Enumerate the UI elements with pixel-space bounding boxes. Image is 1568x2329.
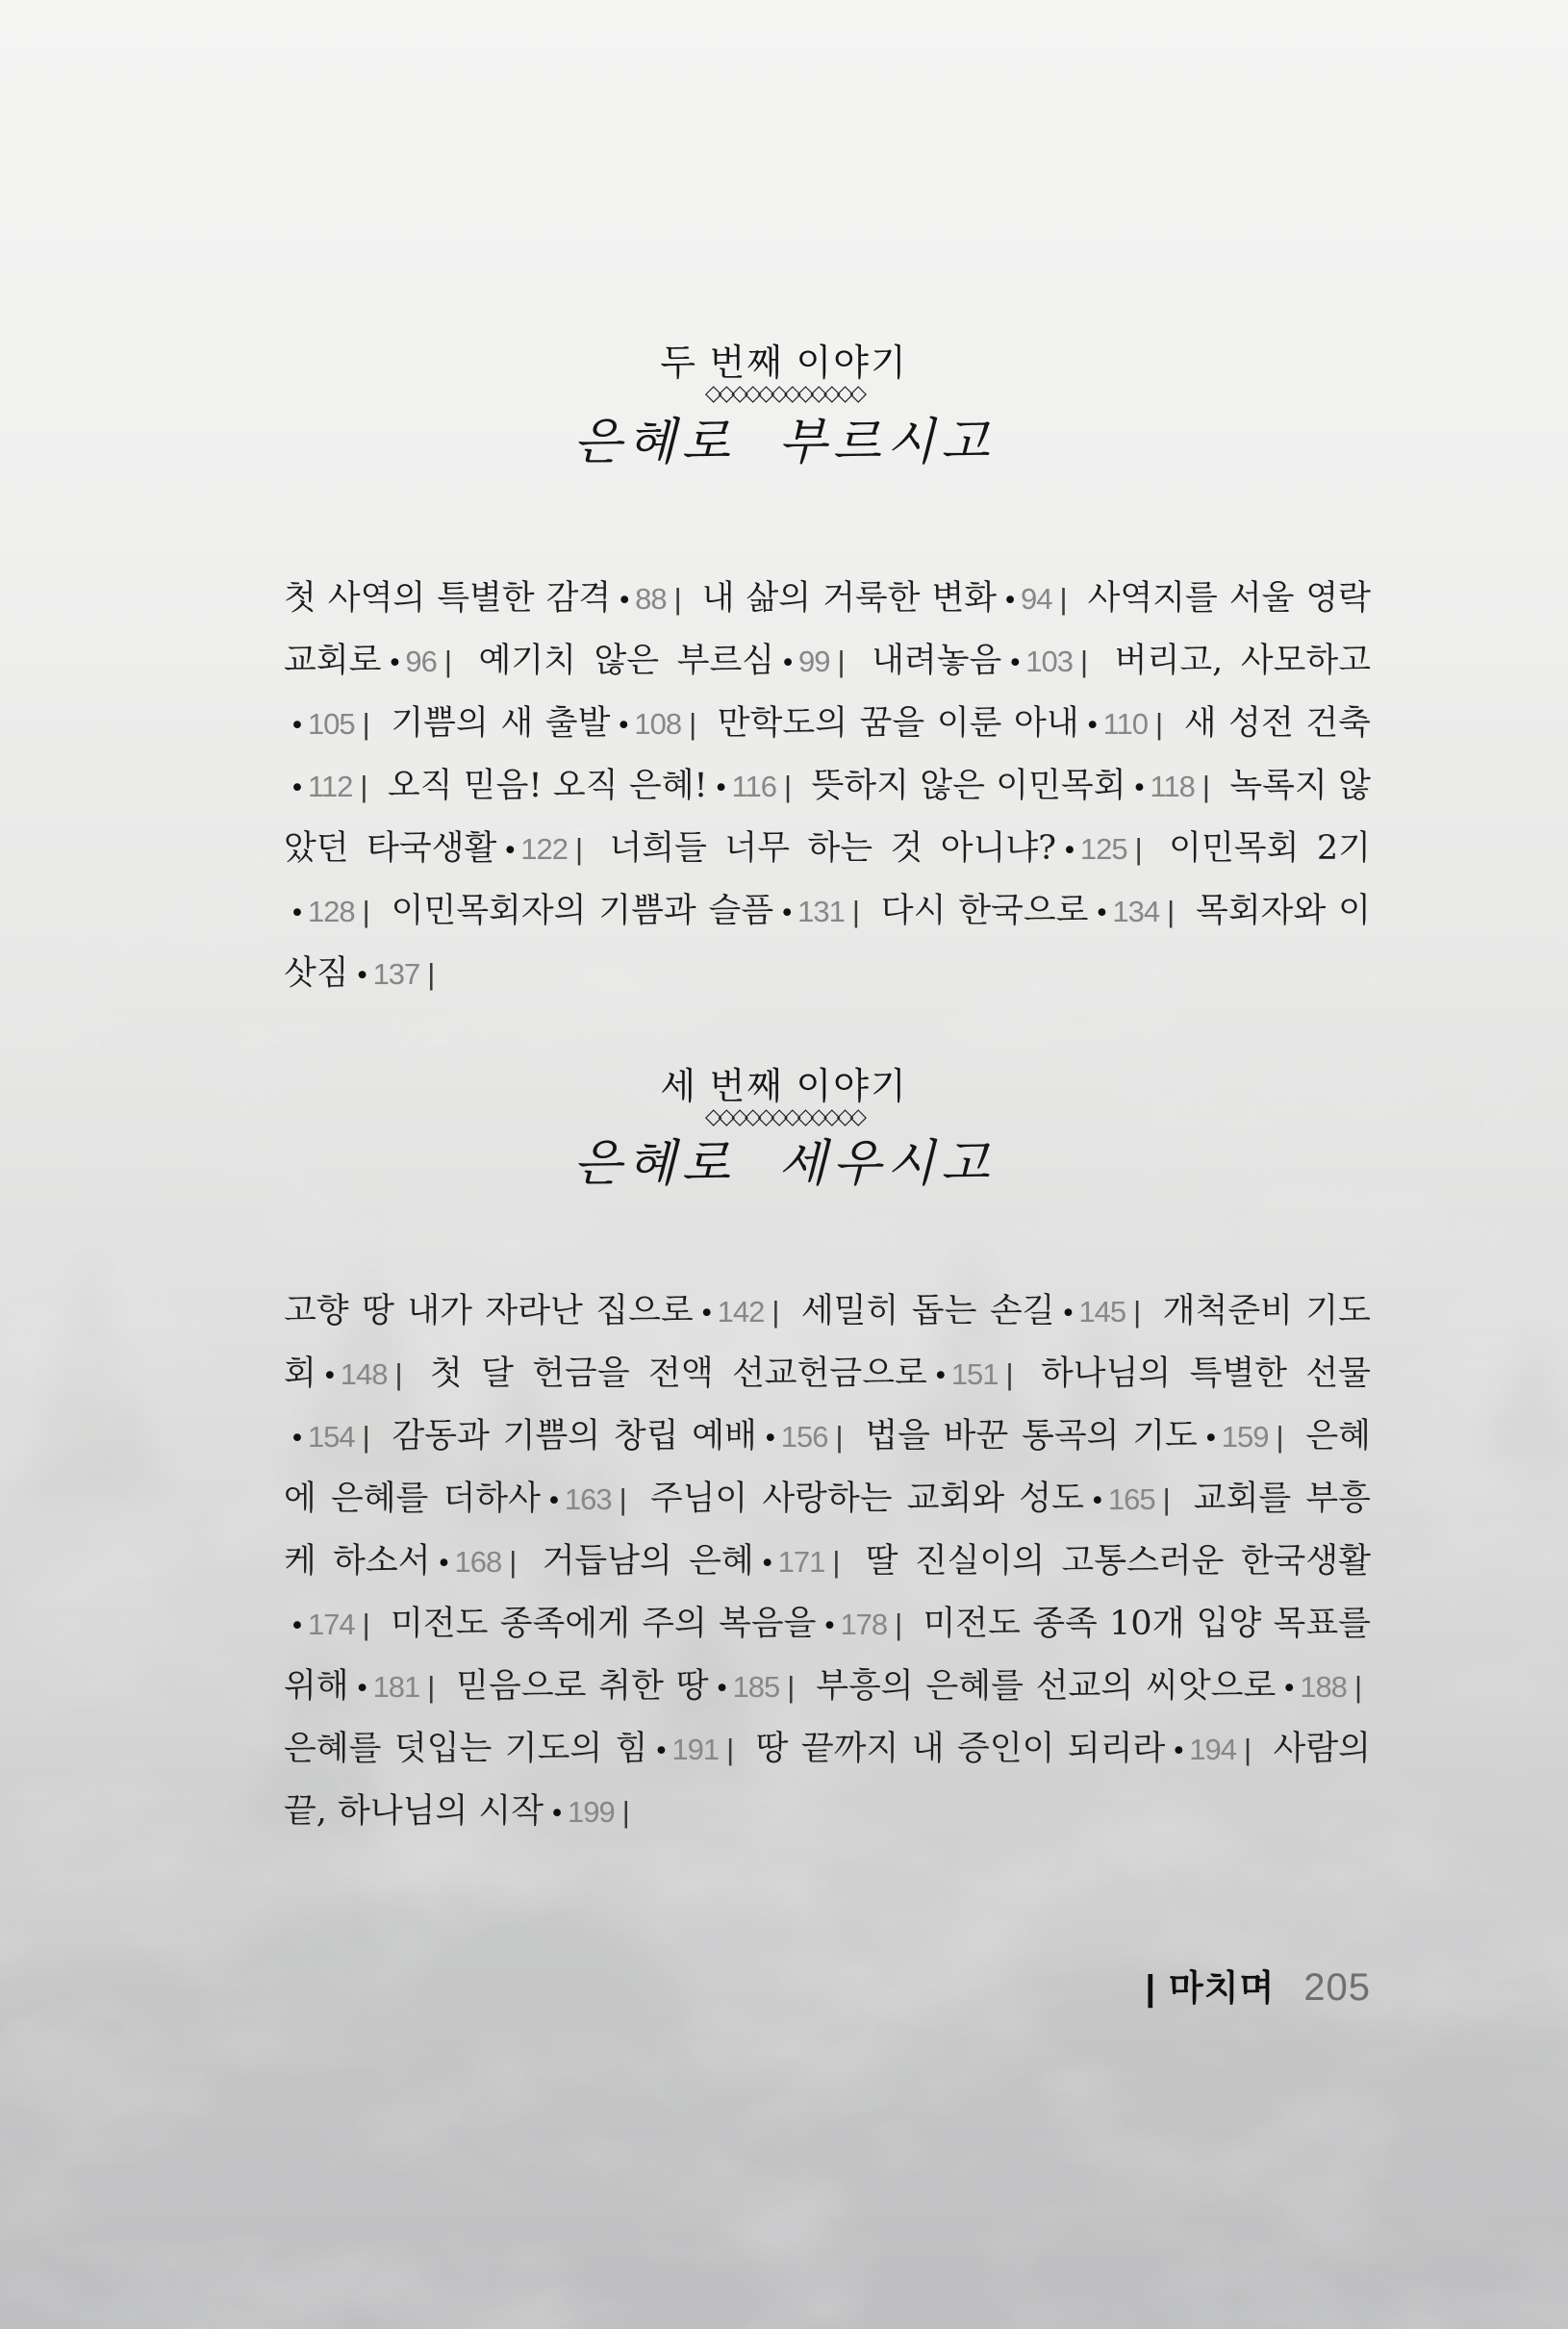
toc-entry-page-group <box>1088 892 1183 930</box>
entry-bullet: • <box>713 773 729 803</box>
page-footer <box>1146 1959 1371 2011</box>
toc-entry-title: 너희들 너무 하는 것 아니냐? <box>609 829 1056 868</box>
toc-entry-title: 버리고, 사모하고 <box>1114 642 1371 680</box>
story-kicker: 세 번째 이야기 <box>660 1067 908 1107</box>
toc-entry-title: 예기치 않은 부르심 <box>478 642 775 680</box>
toc-entry-title: 주님이 사랑하는 교회와 성도 <box>649 1480 1084 1518</box>
entry-divider: | <box>851 895 860 928</box>
toc-entry-title: 부흥의 은혜를 선교의 씨앗으로 <box>816 1667 1277 1706</box>
entry-divider: | <box>895 1608 903 1641</box>
toc-entry-page-group <box>817 1605 912 1643</box>
entry-bullet: • <box>354 1674 370 1704</box>
entry-page-number: 118 <box>1150 770 1195 803</box>
toc-entry-page-group <box>1079 704 1172 743</box>
toc-entry-page-group <box>997 579 1075 618</box>
story-title: 은혜로 부르시고 <box>572 414 996 471</box>
toc-entry-page-group <box>1054 1292 1150 1330</box>
story-kicker: 두 번째 이야기 <box>660 343 908 384</box>
entry-divider: | <box>726 1733 735 1766</box>
entry-bullet: • <box>290 773 305 803</box>
entry-page-number: 168 <box>454 1545 502 1579</box>
toc-entry-title: 거듭남의 은혜 <box>542 1542 754 1581</box>
entry-divider: | <box>1162 1482 1171 1516</box>
toc-entry-page-group <box>773 892 869 930</box>
toc-entry-page-group <box>708 767 800 805</box>
entry-divider: | <box>1059 582 1068 616</box>
toc-entry-title: 미전도 종족 10개 입양 목표를 위해 <box>284 1605 1371 1706</box>
toc-entry-title: 사역지를 서울 영락교회로 <box>284 579 1371 680</box>
entry-page-number: 125 <box>1079 832 1127 866</box>
entry-bullet: • <box>762 1424 778 1454</box>
entry-divider: | <box>1201 770 1210 803</box>
entry-bullet: • <box>290 1424 305 1454</box>
toc-entry-page-group <box>431 1542 526 1581</box>
entry-page-number: 94 <box>1021 582 1052 616</box>
toc-paragraph <box>284 569 1371 1006</box>
toc-entry-page-group <box>1126 767 1219 805</box>
toc-entry-page-group <box>541 1480 636 1518</box>
toc-entry-page-group <box>284 1605 379 1643</box>
toc-entry-title: 이민목회 2기 <box>1169 829 1371 868</box>
toc-entry-page-group <box>647 1730 743 1768</box>
toc-entry-page-group <box>544 1792 639 1831</box>
entry-bullet: • <box>616 711 632 741</box>
entry-bullet: • <box>780 648 796 678</box>
entry-page-number: 174 <box>307 1608 355 1641</box>
toc-entry-title: 사람의 끝, 하나님의 시작 <box>284 1730 1371 1831</box>
entry-divider: | <box>621 1795 630 1829</box>
toc-entry-page-group <box>709 1667 804 1706</box>
toc-entry-title: 미전도 종족에게 주의 복음을 <box>391 1605 817 1643</box>
toc-entry-page-group <box>1001 642 1097 680</box>
entry-page-number: 137 <box>372 957 420 991</box>
entry-bullet: • <box>321 1361 338 1391</box>
entry-page-number: 185 <box>732 1670 780 1704</box>
toc-entry-page-group <box>316 1354 412 1393</box>
toc-entry-title: 첫 사역의 특별한 감격 <box>284 579 612 618</box>
toc-entry-title: 이민목회자의 기쁨과 슬픔 <box>391 892 774 930</box>
entry-page-number: 142 <box>717 1295 765 1329</box>
entry-divider: | <box>1133 1295 1142 1329</box>
toc-entry-page-group <box>610 704 705 743</box>
entry-divider: | <box>1005 1357 1014 1391</box>
toc-entry-page-group <box>496 829 592 868</box>
entry-divider: | <box>1276 1420 1284 1454</box>
toc-entry-title: 내려놓음 <box>872 642 1002 680</box>
entry-bullet: • <box>436 1549 452 1579</box>
entry-bullet: • <box>617 586 633 616</box>
toc-entry-title: 다시 한국으로 <box>880 892 1089 930</box>
entry-divider: | <box>427 1670 436 1704</box>
toc-entry-page-group <box>284 892 379 930</box>
entry-bullet: • <box>1002 586 1019 616</box>
entry-bullet: • <box>1089 1486 1105 1516</box>
entry-divider: | <box>835 1420 844 1454</box>
entry-divider: | <box>427 957 436 991</box>
entry-page-number: 88 <box>635 582 667 616</box>
entry-bullet: • <box>1060 1299 1076 1329</box>
toc-entry-page-group <box>757 1417 852 1456</box>
diamond-ornament: ◇◇◇◇◇◇◇◇◇◇◇◇ <box>704 1104 864 1129</box>
toc-entry-page-group <box>381 642 460 680</box>
toc-entry-page-group <box>284 704 379 743</box>
entry-bullet: • <box>1171 1736 1187 1766</box>
toc-entry-title: 만학도의 꿈을 이룬 아내 <box>717 704 1079 743</box>
entry-bullet: • <box>290 711 305 741</box>
toc-entry-title: 개척준비 기도회 <box>284 1292 1371 1393</box>
entry-divider: | <box>1155 707 1164 741</box>
entry-divider: | <box>783 770 793 803</box>
toc-entry-title: 고향 땅 내가 자라난 집으로 <box>284 1292 694 1330</box>
entry-page-number: 145 <box>1078 1295 1126 1329</box>
entry-divider: | <box>509 1545 518 1579</box>
entry-divider: | <box>360 770 368 803</box>
toc-entry-page-group <box>694 1292 789 1330</box>
toc-entry-page-group <box>1056 829 1151 868</box>
entry-divider: | <box>832 1545 841 1579</box>
entry-bullet: • <box>1084 711 1100 741</box>
toc-entry-title: 뜻하지 않은 이민목회 <box>811 767 1126 805</box>
entry-bullet: • <box>1281 1674 1298 1704</box>
toc-entry-page-group <box>284 767 376 805</box>
toc-entry-page-group <box>1276 1667 1371 1706</box>
entry-divider: | <box>1353 1670 1362 1704</box>
entry-divider: | <box>362 1420 370 1454</box>
entry-divider: | <box>771 1295 780 1329</box>
entry-page-number: 199 <box>568 1795 615 1829</box>
entry-page-number: 108 <box>634 707 682 741</box>
entry-divider: | <box>574 832 584 866</box>
story-title: 은혜로 세우시고 <box>572 1135 996 1193</box>
toc-entry-page-group <box>349 954 444 993</box>
entry-page-number: 194 <box>1189 1733 1237 1766</box>
entry-page-number: 134 <box>1112 895 1160 928</box>
entry-divider: | <box>673 582 682 616</box>
entry-bullet: • <box>387 648 403 678</box>
entry-divider: | <box>443 645 452 678</box>
entry-divider: | <box>362 707 370 741</box>
entry-divider: | <box>362 1608 370 1641</box>
entry-page-number: 181 <box>372 1670 420 1704</box>
toc-entry-page-group <box>1198 1417 1293 1456</box>
toc-entry-title: 새 성전 건축 <box>1183 704 1371 743</box>
entry-page-number: 110 <box>1102 707 1149 741</box>
toc-entry-page-group <box>754 1542 849 1581</box>
diamond-ornament: ◇◇◇◇◇◇◇◇◇◇◇◇ <box>704 381 864 406</box>
entry-page-number: 191 <box>671 1733 720 1766</box>
entry-page-number: 128 <box>307 895 355 928</box>
entry-divider: | <box>1134 832 1143 866</box>
entry-divider: | <box>1244 1733 1252 1766</box>
entry-bullet: • <box>549 1799 565 1829</box>
entry-divider: | <box>394 1357 403 1391</box>
entry-page-number: 99 <box>798 645 830 678</box>
entry-page-number: 165 <box>1107 1482 1155 1516</box>
toc-entry-title: 교회를 부흥케 하소서 <box>284 1480 1371 1581</box>
entry-divider: | <box>1167 895 1176 928</box>
entry-page-number: 103 <box>1025 645 1074 678</box>
toc-entry-title: 은혜에 은혜를 더하사 <box>284 1417 1371 1518</box>
entry-bullet: • <box>698 1299 715 1329</box>
entry-page-number: 148 <box>340 1357 388 1391</box>
entry-bullet: • <box>1202 1424 1219 1454</box>
toc-entry-title: 하나님의 특별한 선물 <box>1040 1354 1371 1393</box>
entry-bullet: • <box>290 1611 305 1641</box>
toc-entry-title: 기쁨의 새 출발 <box>391 704 611 743</box>
entry-bullet: • <box>290 899 305 928</box>
entry-divider: | <box>837 645 846 678</box>
entry-bullet: • <box>354 961 370 991</box>
toc-entry-page-group <box>349 1667 444 1706</box>
entry-bullet: • <box>1094 899 1110 928</box>
entry-page-number: 131 <box>797 895 845 928</box>
toc-entry-title: 세밀히 돕는 손길 <box>800 1292 1055 1330</box>
toc-entry-title: 첫 달 헌금을 전액 선교헌금으로 <box>429 1354 927 1393</box>
entry-page-number: 154 <box>307 1420 355 1454</box>
toc-entry-title: 믿음으로 취한 땅 <box>456 1667 709 1706</box>
entry-page-number: 171 <box>777 1545 825 1579</box>
entry-divider: | <box>689 707 697 741</box>
entry-divider: | <box>1080 645 1089 678</box>
entry-page-number: 96 <box>405 645 437 678</box>
footer-section-label: 마치며 <box>1169 1968 1276 2008</box>
entry-bullet: • <box>653 1736 670 1766</box>
toc-entry-title: 내 삶의 거룩한 변화 <box>701 579 998 618</box>
entry-bullet: • <box>779 899 796 928</box>
toc-entry-title: 감동과 기쁨의 창립 예배 <box>392 1417 757 1456</box>
entry-page-number: 112 <box>307 770 353 803</box>
entry-bullet: • <box>714 1674 730 1704</box>
entry-bullet: • <box>545 1486 562 1516</box>
entry-page-number: 116 <box>731 770 776 803</box>
entry-bullet: • <box>1007 648 1024 678</box>
toc-paragraph <box>284 1281 1371 1844</box>
toc-entry-page-group <box>284 1417 379 1456</box>
toc-entry-title: 녹록지 않았던 타국생활 <box>284 767 1371 868</box>
toc-entry-title: 오직 믿음! 오직 은혜! <box>387 767 708 805</box>
entry-bullet: • <box>822 1611 838 1641</box>
toc-entry-page-group <box>927 1354 1023 1393</box>
toc-entry-page-group <box>1165 1730 1260 1768</box>
entry-page-number: 122 <box>520 832 568 866</box>
toc-entry-title: 은혜를 덧입는 기도의 힘 <box>284 1730 648 1768</box>
toc-entry-page-group <box>611 579 690 618</box>
entry-bullet: • <box>1061 836 1077 866</box>
toc-entry-title: 목회자와 이삿짐 <box>284 892 1371 993</box>
toc-entry-page-group <box>774 642 853 680</box>
entry-bullet: • <box>759 1549 775 1579</box>
entry-page-number: 151 <box>950 1357 999 1391</box>
footer-divider: | <box>1145 1968 1156 2008</box>
entry-bullet: • <box>932 1361 948 1391</box>
toc-entry-title: 법을 바꾼 통곡의 기도 <box>865 1417 1198 1456</box>
entry-divider: | <box>362 895 370 928</box>
toc-entry-page-group <box>1084 1480 1179 1518</box>
footer-page-number: 205 <box>1303 1966 1371 2009</box>
toc-entry-title: 딸 진실이의 고통스러운 한국생활 <box>865 1542 1371 1581</box>
entry-page-number: 105 <box>307 707 355 741</box>
toc-entry-title: 땅 끝까지 내 증인이 되리라 <box>755 1730 1166 1768</box>
entry-page-number: 188 <box>1300 1670 1347 1704</box>
entry-page-number: 163 <box>564 1482 612 1516</box>
entry-page-number: 156 <box>780 1420 828 1454</box>
entry-divider: | <box>619 1482 627 1516</box>
entry-bullet: • <box>1131 773 1148 803</box>
entry-bullet: • <box>502 836 518 866</box>
entry-divider: | <box>787 1670 796 1704</box>
entry-page-number: 159 <box>1221 1420 1269 1454</box>
entry-page-number: 178 <box>840 1608 888 1641</box>
